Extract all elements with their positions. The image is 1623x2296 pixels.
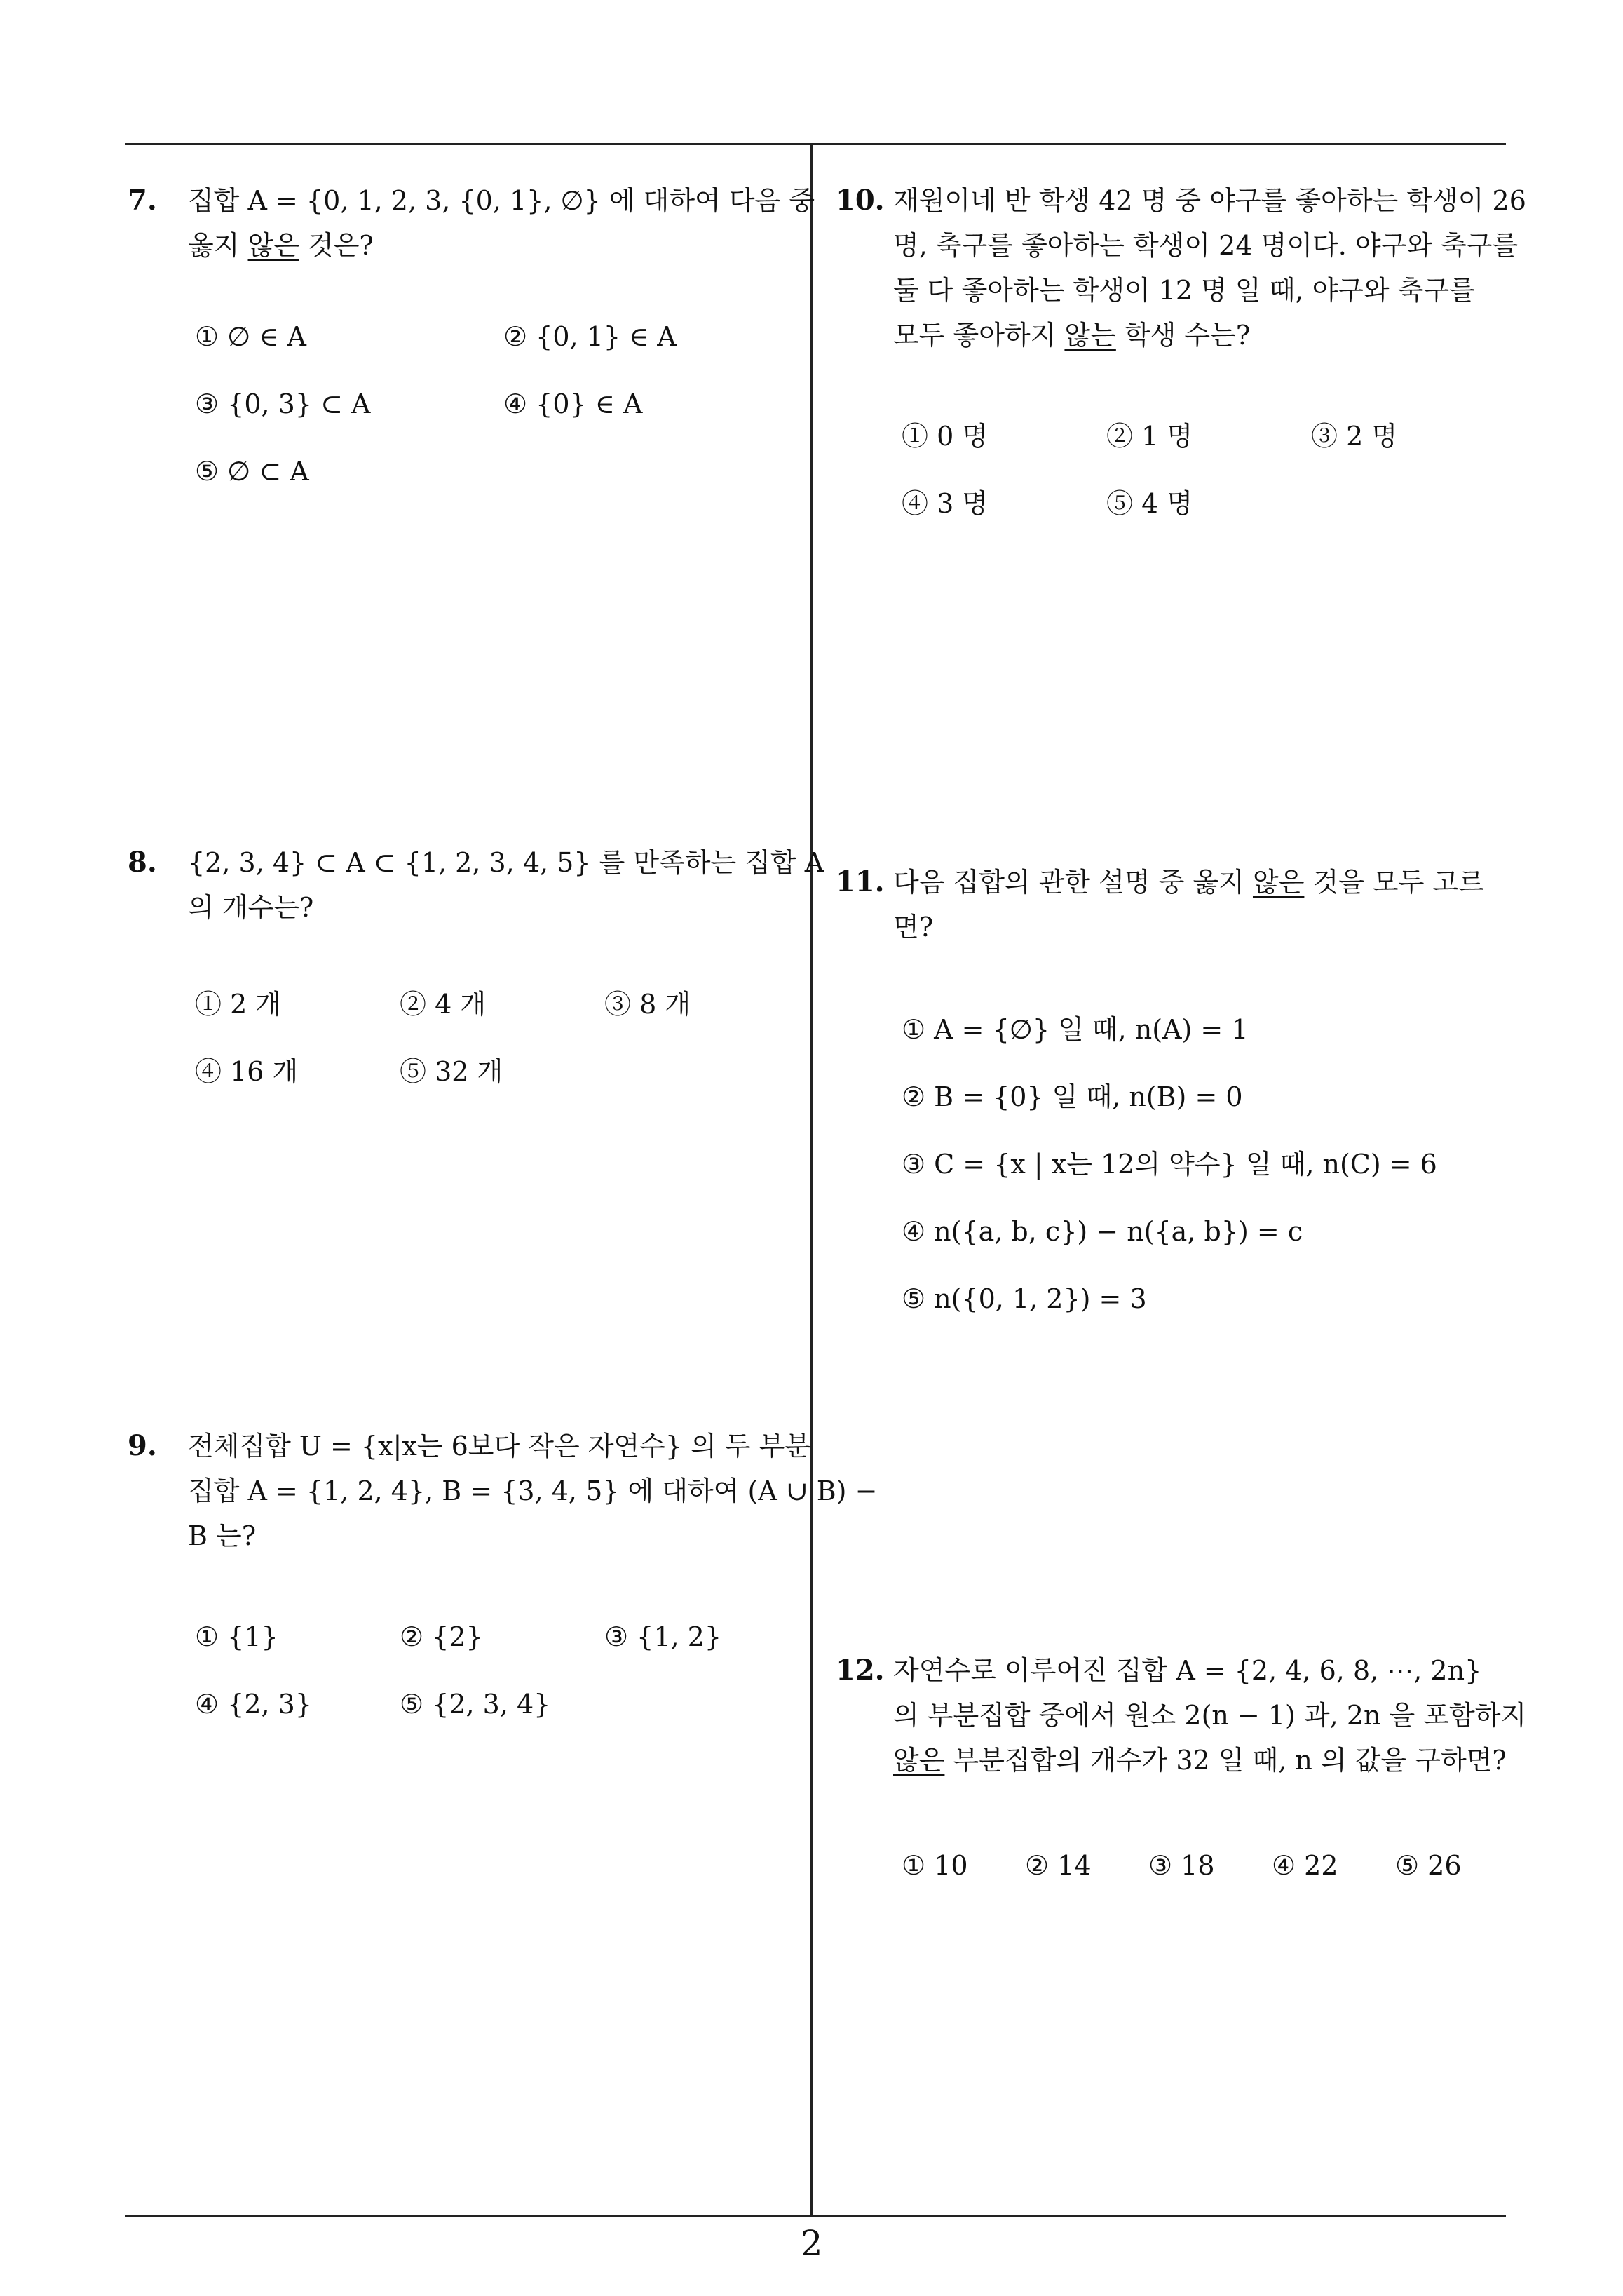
choice-4[interactable]: ④ 16 개 <box>195 1056 299 1087</box>
stem-line: 다음 집합의 관한 설명 중 옳지 않은 것을 모두 고르 <box>893 867 1484 898</box>
choice-3[interactable]: ③ 18 <box>1148 1850 1215 1881</box>
choice-1[interactable]: ① 2 개 <box>195 989 282 1020</box>
underlined-keyword: 않은 <box>893 1745 945 1776</box>
page-number: 2 <box>800 2223 823 2264</box>
choice-1[interactable]: ① ∅ ∈ A <box>195 321 306 352</box>
choice-4[interactable]: ④ 3 명 <box>902 488 989 519</box>
question-12 <box>836 1648 1527 1881</box>
question-7 <box>128 178 819 487</box>
choice-4[interactable]: ④ 22 <box>1272 1850 1338 1881</box>
choice-5[interactable]: ⑤ 4 명 <box>1106 488 1193 519</box>
choice-4[interactable]: ④ {2, 3} <box>195 1689 313 1720</box>
choice-3[interactable]: ③ {1, 2} <box>604 1621 722 1652</box>
question-10 <box>836 178 1526 519</box>
question-stem <box>893 1648 1527 1783</box>
answer-choices <box>195 268 819 487</box>
question-number: 12. <box>836 1654 885 1687</box>
choice-5[interactable]: ⑤ 26 <box>1395 1850 1462 1881</box>
choice-4[interactable]: ④ {0} ∈ A <box>503 389 643 419</box>
choice-5[interactable]: ⑤ {2, 3, 4} <box>400 1689 551 1720</box>
question-number: 8. <box>128 846 157 879</box>
stem-line: 둘 다 좋아하는 학생이 12 명 일 때, 야구와 축구를 <box>893 275 1475 306</box>
stem-line: 전체집합 U = {x|x는 6보다 작은 자연수} 의 두 부분 <box>188 1431 811 1461</box>
stem-line: 면? <box>893 912 934 943</box>
stem-line: 의 부분집합 중에서 원소 2(n − 1) 과, 2n 을 포함하지 <box>893 1700 1527 1731</box>
answer-choices <box>195 930 819 1087</box>
choice-2[interactable]: ② 14 <box>1025 1850 1092 1881</box>
answer-choices <box>902 950 1524 1314</box>
choice-5[interactable]: ⑤ 32 개 <box>400 1056 503 1087</box>
question-number: 11. <box>836 865 885 898</box>
question-stem <box>188 1424 878 1558</box>
question-8 <box>128 840 824 1087</box>
top-rule <box>125 143 1506 145</box>
question-stem <box>188 178 819 268</box>
stem-line: 자연수로 이루어진 집합 A = {2, 4, 6, 8, ⋯, 2n} <box>893 1655 1482 1686</box>
choice-5[interactable]: ⑤ ∅ ⊂ A <box>195 456 309 487</box>
choice-3[interactable]: ③ 8 개 <box>604 989 691 1020</box>
stem-line: 명, 축구를 좋아하는 학생이 24 명이다. 야구와 축구를 <box>893 230 1519 261</box>
stem-line: {2, 3, 4} ⊂ A ⊂ {1, 2, 3, 4, 5} 를 만족하는 집합 A <box>188 847 824 878</box>
stem-line: B 는? <box>188 1520 257 1551</box>
choice-2[interactable]: ② 1 명 <box>1106 421 1193 452</box>
choice-1[interactable]: ① {1} <box>195 1621 278 1652</box>
question-number: 9. <box>128 1429 157 1462</box>
choice-2[interactable]: ② 4 개 <box>400 989 487 1020</box>
choice-5[interactable]: ⑤ n({0, 1, 2}) = 3 <box>902 1283 1147 1314</box>
stem-line: 의 개수는? <box>188 892 314 923</box>
question-number: 7. <box>128 184 157 217</box>
underlined-keyword: 않은 <box>1252 867 1305 898</box>
choice-3[interactable]: ③ {0, 3} ⊂ A <box>195 389 371 419</box>
choice-1[interactable]: ① 0 명 <box>902 421 989 452</box>
question-stem <box>893 860 1524 950</box>
stem-line: 않은 부분집합의 개수가 32 일 때, n 의 값을 구하면? <box>893 1745 1507 1776</box>
answer-choices <box>195 1558 819 1720</box>
question-9 <box>128 1424 878 1720</box>
bottom-rule <box>125 2215 1506 2217</box>
choice-1[interactable]: ① 10 <box>902 1850 968 1881</box>
choice-3[interactable]: ③ 2 명 <box>1311 421 1398 452</box>
stem-line: 집합 A = {0, 1, 2, 3, {0, 1}, ∅} 에 대하여 다음 중 <box>188 185 815 216</box>
stem-line: 옳지 않은 것은? <box>188 230 374 261</box>
answer-choices <box>902 358 1524 519</box>
question-number: 10. <box>836 184 885 217</box>
stem-line: 모두 좋아하지 않는 학생 수는? <box>893 320 1251 351</box>
choice-2[interactable]: ② {0, 1} ∈ A <box>503 321 677 352</box>
choice-2[interactable]: ② B = {0} 일 때, n(B) = 0 <box>902 1081 1243 1112</box>
choice-1[interactable]: ① A = {∅} 일 때, n(A) = 1 <box>902 1014 1249 1045</box>
choice-4[interactable]: ④ n({a, b, c}) − n({a, b}) = c <box>902 1216 1303 1247</box>
choice-2[interactable]: ② {2} <box>400 1621 483 1652</box>
stem-line: 재원이네 반 학생 42 명 중 야구를 좋아하는 학생이 26 <box>893 185 1526 216</box>
choice-3[interactable]: ③ C = {x | x는 12의 약수} 일 때, n(C) = 6 <box>902 1149 1437 1180</box>
stem-line: 집합 A = {1, 2, 4}, B = {3, 4, 5} 에 대하여 (A ∪ B) − <box>188 1475 878 1506</box>
underlined-keyword: 않은 <box>247 230 299 261</box>
answer-choices <box>902 1783 1524 1881</box>
underlined-keyword: 않는 <box>1064 320 1116 351</box>
question-stem <box>893 178 1524 358</box>
question-stem <box>188 840 824 930</box>
question-11 <box>836 860 1524 1314</box>
